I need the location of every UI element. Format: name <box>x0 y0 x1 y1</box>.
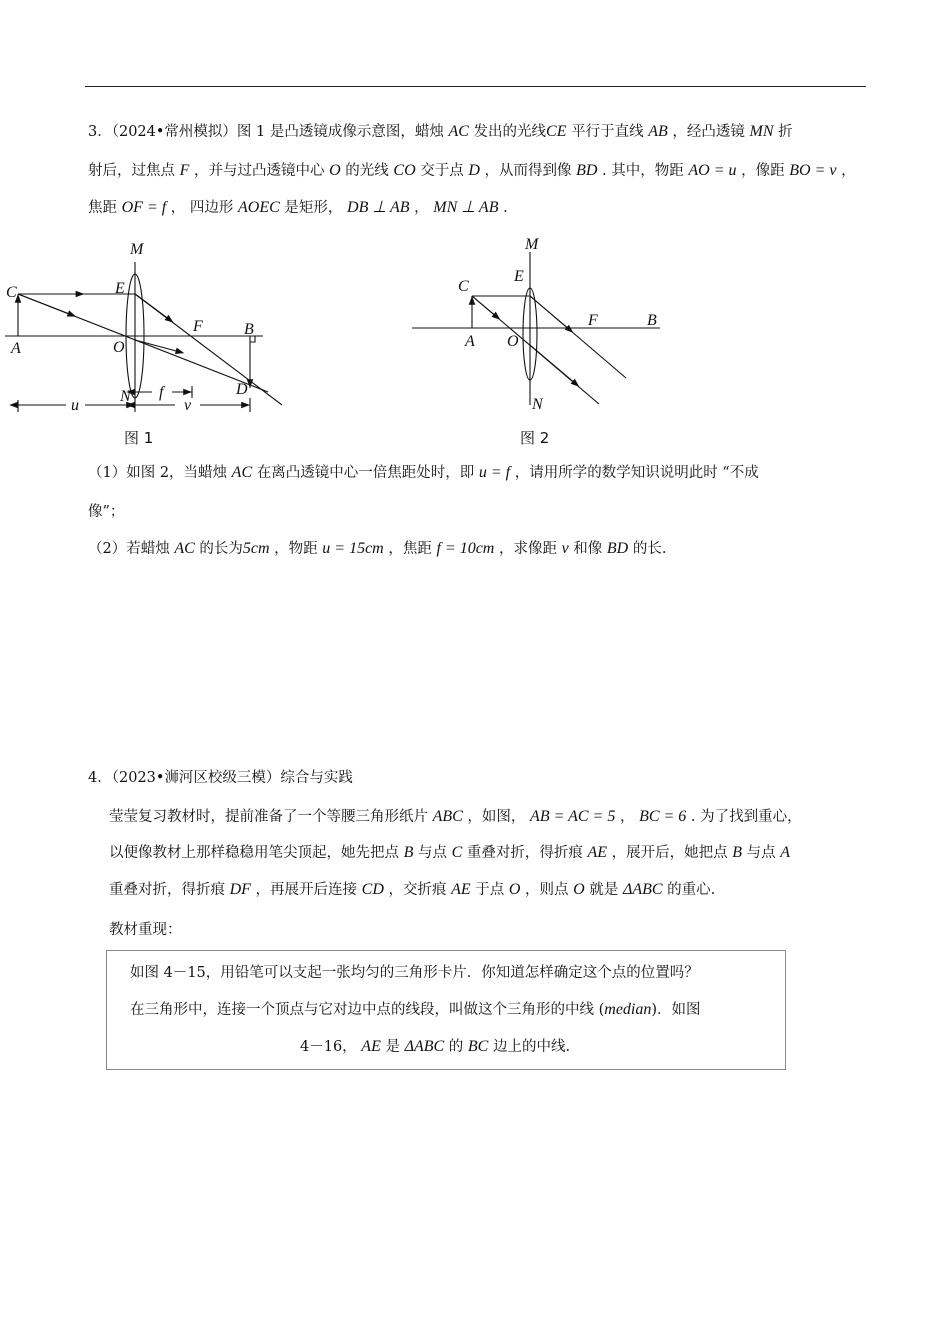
label-v: v <box>184 397 192 414</box>
label-N: N <box>120 388 131 405</box>
text-segment: ，物距 <box>269 541 323 557</box>
math-term: F <box>179 162 190 179</box>
figure-2 <box>400 230 680 450</box>
math-term: DF <box>229 881 251 898</box>
text-segment: . <box>498 200 508 216</box>
q4-line <box>109 807 802 827</box>
text-segment: 是 <box>380 1039 405 1055</box>
math-term: ΔABC <box>622 881 663 898</box>
label-E: E <box>514 268 524 285</box>
text-segment: 与点 <box>742 845 781 861</box>
math-term: AOEC <box>238 199 280 216</box>
label-B: B <box>647 312 657 329</box>
math-term: C <box>451 844 463 861</box>
text-segment: 是矩形， <box>279 200 348 216</box>
text-segment: 于点 <box>470 882 509 898</box>
text-segment: 的长为 <box>194 541 243 557</box>
text-segment: 莹莹复习教材时，提前准备了一个等腰三角形纸片 <box>109 809 433 825</box>
q4-line <box>109 920 182 940</box>
text-segment: ，交折痕 <box>383 882 452 898</box>
text-segment: 平行于直线 <box>566 124 649 140</box>
text-segment: 在离凸透镜中心一倍焦距处时，即 <box>252 465 479 481</box>
text-segment: 与点 <box>413 845 452 861</box>
text-segment: ，再展开后连接 <box>250 882 362 898</box>
text-segment: 发出的光线 <box>468 124 547 140</box>
text-segment: （2）若蜡烛 <box>88 541 175 557</box>
label-M: M <box>130 241 144 258</box>
label-E: E <box>115 280 125 297</box>
math-term: AE <box>451 881 471 898</box>
q3-line <box>88 198 508 218</box>
text-segment: ，并与过凸透镜中心 <box>189 163 330 179</box>
text-segment: 折 <box>773 124 793 140</box>
math-term: OF = f <box>121 199 167 216</box>
math-term: CO <box>393 162 416 179</box>
math-term: B <box>732 844 743 861</box>
math-term: O <box>508 881 521 898</box>
label-u: u <box>71 397 79 414</box>
text-segment: . 其中，物距 <box>597 163 689 179</box>
math-term: AC <box>448 123 469 140</box>
figure-2-caption: 图 2 <box>520 429 550 447</box>
math-term: B <box>403 844 414 861</box>
math-term: u = 15cm <box>322 540 384 557</box>
label-F: F <box>588 312 598 329</box>
math-term: A <box>780 844 791 861</box>
label-O: O <box>507 333 519 350</box>
box-line <box>130 1000 701 1020</box>
text-segment: ，请用所学的数学知识说明此时 “不成 <box>510 465 759 481</box>
q4-title <box>88 768 353 788</box>
label-A: A <box>465 333 475 350</box>
box-line <box>300 1037 570 1057</box>
math-term: median <box>604 1001 652 1018</box>
q3-sub-line <box>88 539 666 559</box>
text-segment: ，经凸透镜 <box>667 124 750 140</box>
text-segment: 4．（2023•浉河区校级三模）综合与实践 <box>88 770 353 786</box>
math-term: CE <box>546 123 567 140</box>
text-segment: 的长. <box>628 541 667 557</box>
text-segment: 以便像教材上那样稳稳用笔尖顶起，她先把点 <box>109 845 404 861</box>
math-term: AE <box>361 1038 381 1055</box>
text-segment: 交于点 <box>415 163 469 179</box>
text-segment: ， <box>836 163 856 179</box>
q4-line <box>109 880 715 900</box>
label-B: B <box>244 321 254 338</box>
label-O: O <box>113 339 125 356</box>
text-segment: 如图 4－15，用铅笔可以支起一张均匀的三角形卡片．你知道怎样确定这个点的位置吗？ <box>130 965 699 981</box>
q3-line <box>88 161 856 181</box>
math-term: DB ⊥ AB <box>347 199 410 216</box>
text-segment: 就是 <box>584 882 623 898</box>
math-term: D <box>468 162 480 179</box>
text-segment: 的光线 <box>340 163 394 179</box>
text-segment: 4－16， <box>300 1039 362 1055</box>
text-segment: 焦距 <box>88 200 122 216</box>
q3-sub-line <box>88 463 759 483</box>
label-M: M <box>525 236 539 253</box>
math-term: BO = v <box>789 162 837 179</box>
text-segment: ，展开后，她把点 <box>607 845 733 861</box>
math-term: CD <box>361 881 384 898</box>
header-rule <box>85 86 866 87</box>
math-term: AB <box>648 123 668 140</box>
text-segment: 像”； <box>88 504 125 520</box>
math-term: BC = 6 <box>639 808 687 825</box>
math-term: O <box>329 162 341 179</box>
math-term: ΔABC <box>404 1038 445 1055</box>
math-term: f = 10cm <box>436 540 495 557</box>
math-term: AE <box>587 844 608 861</box>
box-line <box>130 963 699 983</box>
text-segment: （1）如图 2，当蜡烛 <box>88 465 232 481</box>
text-segment: ，求像距 <box>494 541 562 557</box>
text-segment: ， 四边形 <box>166 200 239 216</box>
text-segment: 3．（2024•常州模拟）图 1 是凸透镜成像示意图，蜡烛 <box>88 124 449 140</box>
label-C: C <box>6 284 17 301</box>
math-term: BD <box>576 162 598 179</box>
text-segment: ，焦距 <box>383 541 437 557</box>
label-A: A <box>11 340 21 357</box>
math-term: v <box>561 540 569 557</box>
math-term: AC <box>231 464 253 481</box>
math-term: 5cm <box>242 540 270 557</box>
q4-line <box>109 843 790 863</box>
label-f: f <box>159 384 164 401</box>
label-N: N <box>532 396 543 413</box>
text-segment: 重叠对折，得折痕 <box>109 882 230 898</box>
label-D: D <box>236 381 248 398</box>
figure-1-caption: 图 1 <box>124 429 154 447</box>
math-term: BC <box>467 1038 489 1055</box>
label-C: C <box>458 278 469 295</box>
math-term: MN ⊥ AB <box>433 199 499 216</box>
math-term: O <box>573 881 585 898</box>
text-segment: 在三角形中，连接一个顶点与它对边中点的线段，叫做这个三角形的中线 ( <box>130 1002 605 1018</box>
text-segment: 射后，过焦点 <box>88 163 180 179</box>
text-segment: 边上的中线. <box>488 1039 571 1055</box>
math-term: AO = u <box>688 162 737 179</box>
text-segment: 的重心. <box>662 882 716 898</box>
text-segment: ，如图， <box>462 809 531 825</box>
text-segment: . 为了找到重心， <box>686 809 802 825</box>
label-F: F <box>193 318 203 335</box>
q3-sub-line <box>88 502 124 522</box>
text-segment: 和像 <box>568 541 607 557</box>
figure-1 <box>0 230 400 450</box>
text-segment: ， <box>409 200 434 216</box>
text-segment: 的 <box>444 1039 468 1055</box>
math-term: BD <box>606 540 629 557</box>
math-term: ABC <box>432 808 463 825</box>
text-segment: ， <box>615 809 640 825</box>
math-term: u = f <box>478 464 511 481</box>
text-segment: ，像距 <box>736 163 790 179</box>
text-segment: ，从而得到像 <box>479 163 577 179</box>
math-term: AB = AC = 5 <box>530 808 616 825</box>
text-segment: 教材重现： <box>109 922 182 938</box>
text-segment: 重叠对折，得折痕 <box>462 845 588 861</box>
text-segment: ，则点 <box>520 882 574 898</box>
text-segment: )．如图 <box>651 1002 701 1018</box>
q3-line <box>88 122 793 142</box>
math-term: AC <box>174 540 195 557</box>
math-term: MN <box>749 123 774 140</box>
